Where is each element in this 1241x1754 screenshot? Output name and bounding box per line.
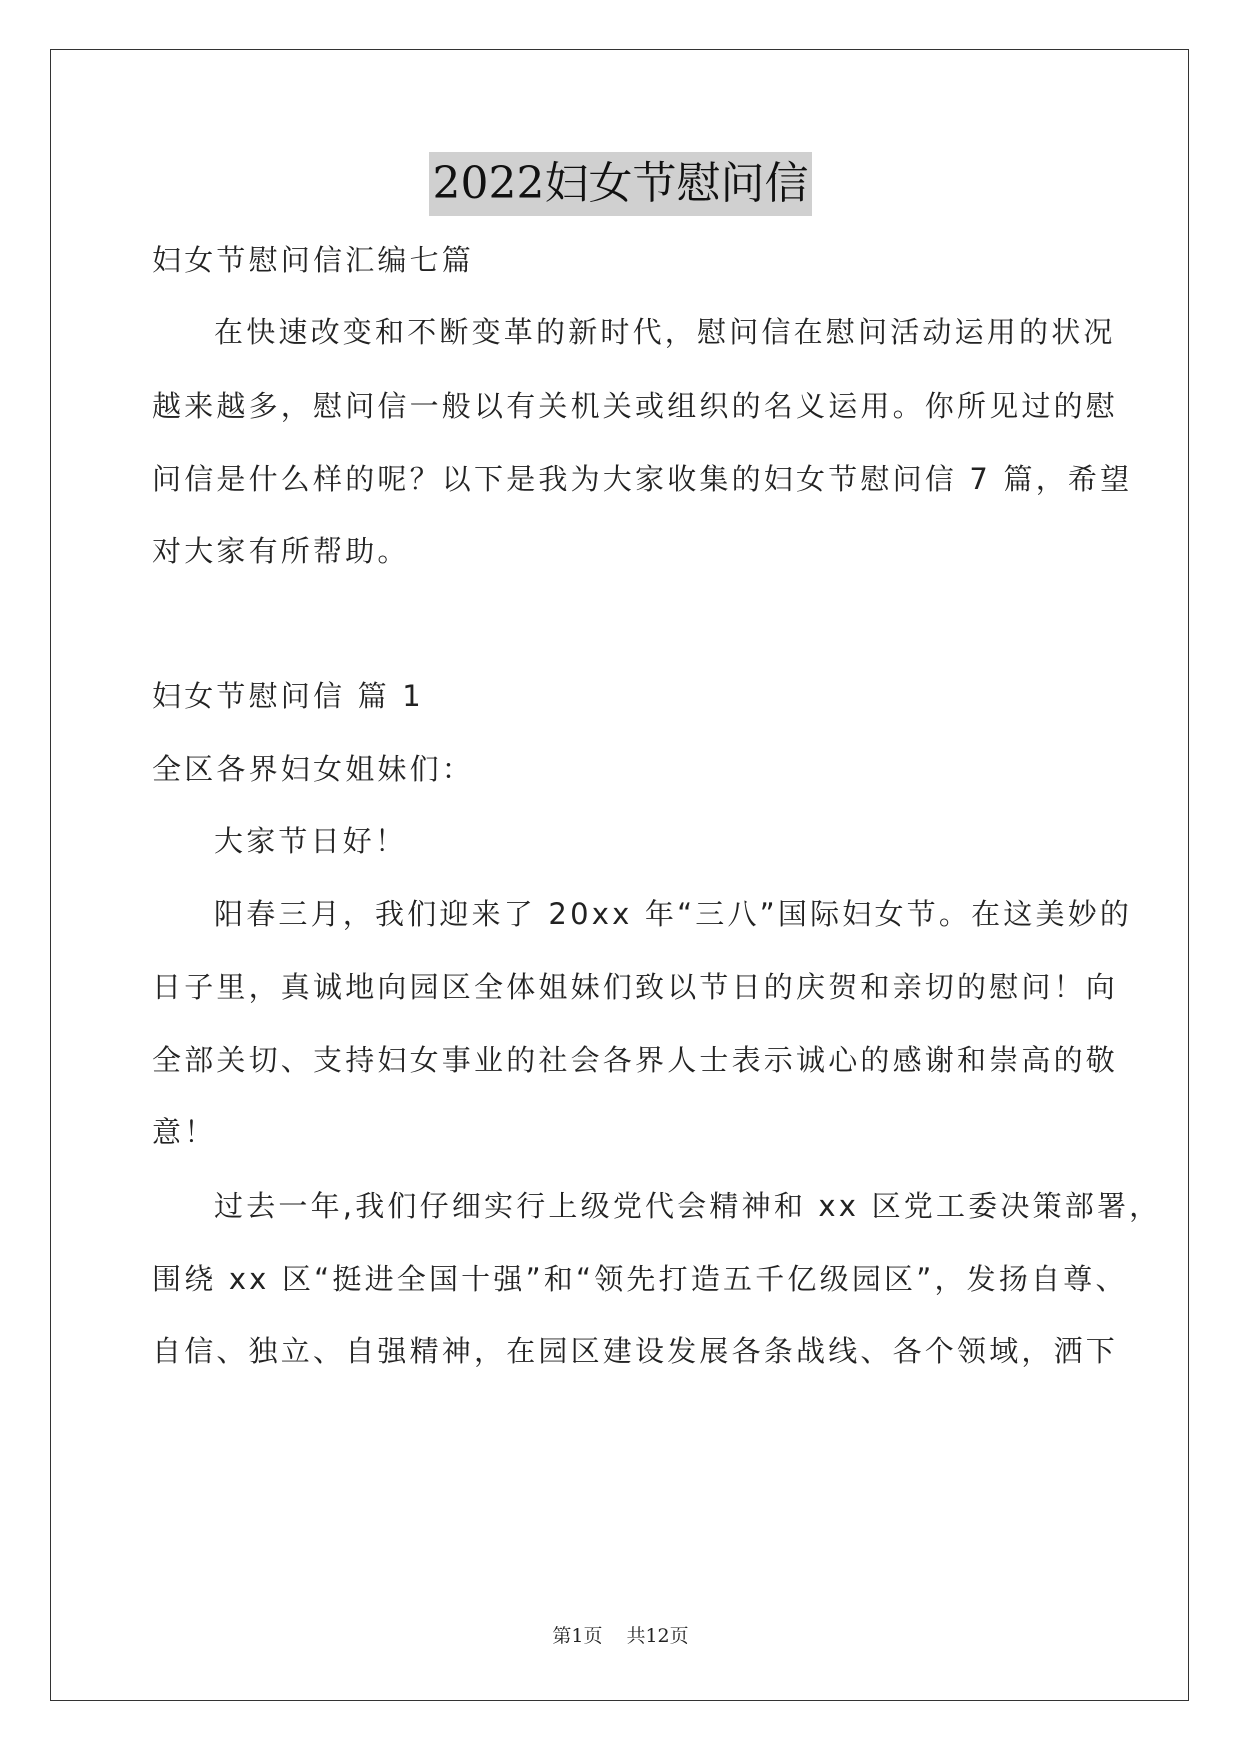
page-total: 共12页 <box>626 1625 689 1647</box>
page-number: 第1页 <box>552 1625 603 1647</box>
doc-subtitle: 妇女节慰问信汇编七篇 <box>152 243 475 277</box>
body-line: 阳春三月，我们迎来了 20xx 年“三八”国际妇女节。在这美妙的 <box>214 897 1133 931</box>
intro-line: 对大家有所帮助。 <box>152 534 410 568</box>
page-footer <box>0 1624 1241 1648</box>
body-line: 日子里，真诚地向园区全体姐妹们致以节日的庆贺和亲切的慰问！向 <box>152 970 1119 1004</box>
title-container <box>0 152 1241 216</box>
greeting: 大家节日好！ <box>214 824 408 858</box>
body-line: 自信、独立、自强精神，在园区建设发展各条战线、各个领域，洒下 <box>152 1334 1119 1368</box>
body-line: 过去一年,我们仔细实行上级党代会精神和 xx 区党工委决策部署， <box>214 1189 1162 1223</box>
page-border <box>50 49 1189 1701</box>
document-title: 2022妇女节慰问信 <box>429 152 813 216</box>
salutation: 全区各界妇女姐妹们： <box>152 752 475 786</box>
intro-line: 问信是什么样的呢？以下是我为大家收集的妇女节慰问信 7 篇，希望 <box>152 462 1133 496</box>
body-line: 围绕 xx 区“挺进全国十强”和“领先打造五千亿级园区”，发扬自尊、 <box>152 1262 1128 1296</box>
body-line: 意！ <box>152 1115 217 1149</box>
intro-line: 越来越多，慰问信一般以有关机关或组织的名义运用。你所见过的慰 <box>152 389 1119 423</box>
section-heading: 妇女节慰问信 篇 1 <box>152 679 424 713</box>
intro-line: 在快速改变和不断变革的新时代，慰问信在慰问活动运用的状况 <box>214 315 1116 349</box>
body-line: 全部关切、支持妇女事业的社会各界人士表示诚心的感谢和崇高的敬 <box>152 1043 1119 1077</box>
